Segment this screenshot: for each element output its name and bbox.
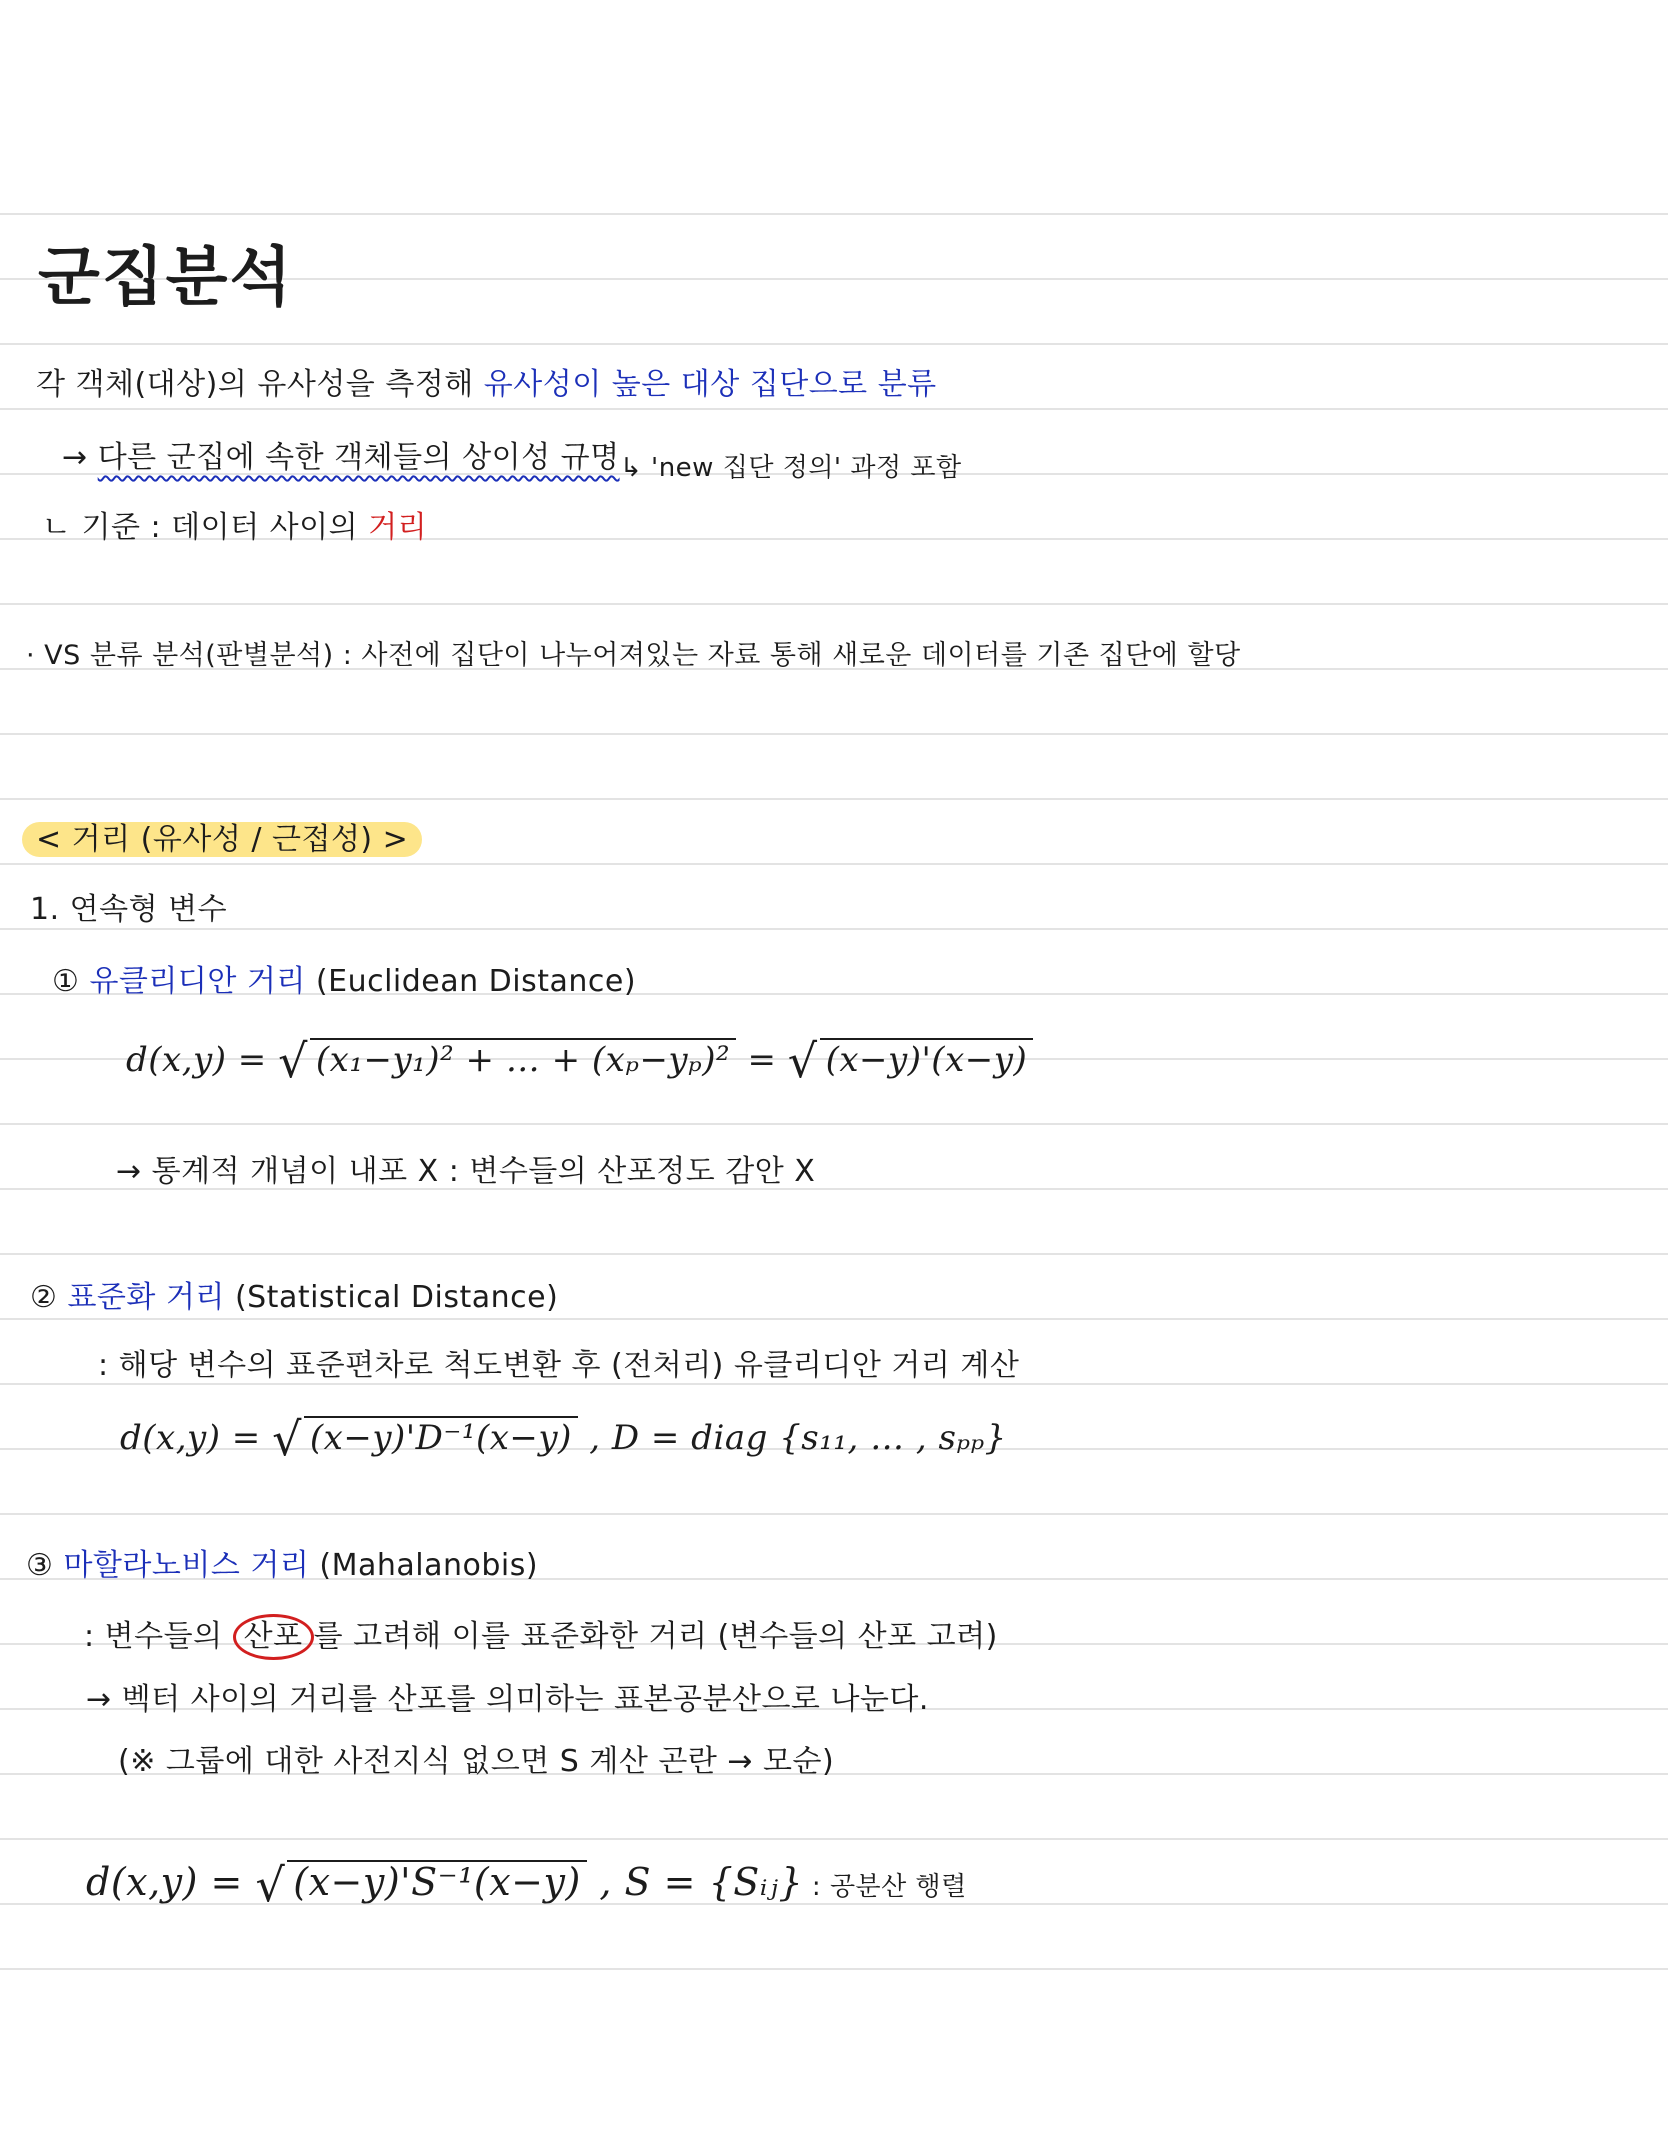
section-heading-highlight: < 거리 (유사성 / 근접성) > [22, 822, 422, 857]
euclid-note: → 통계적 개념이 내포 X : 변수들의 산포정도 감안 X [116, 1154, 816, 1189]
intro-line-1-emphasis: 유사성이 높은 대상 집단으로 분류 [483, 367, 937, 402]
euclid-label-ko: 유클리디안 거리 [89, 964, 306, 999]
euclid-formula-root-1: (x₁−y₁)² + … + (xₚ−yₚ)² [310, 1038, 736, 1080]
mahalanobis-formula [86, 1858, 967, 1912]
sqrt-icon: √ [255, 1858, 286, 1912]
sqrt-icon: √ [272, 1412, 302, 1466]
mahalanobis-heading [26, 1546, 538, 1586]
intro-line-1-text: 각 객체(대상)의 유사성을 측정해 [36, 367, 484, 402]
mahalanobis-formula-note: : 공분산 행렬 [803, 1872, 967, 1902]
intro-line-2-arrow: → [62, 440, 98, 475]
intro-line-3 [42, 508, 427, 548]
statistical-label-ko: 표준화 거리 [67, 1280, 225, 1315]
euclid-formula [126, 1034, 1033, 1088]
euclid-formula-eq: = [736, 1040, 788, 1080]
sqrt-icon: √ [278, 1034, 308, 1088]
intro-line-2-underlined: 다른 군집에 속한 객체들의 상이성 규명 [97, 440, 620, 475]
statistical-heading [30, 1278, 558, 1318]
intro-line-4: · VS 분류 분석(판별분석) : 사전에 집단이 나누어져있는 자료 통해 새로운 데이터를 기존 집단에 할당 [26, 640, 1241, 671]
statistical-formula-rest: , D = diag {s₁₁, … , sₚₚ} [577, 1418, 1007, 1458]
euclid-label-en: (Euclidean Distance) [315, 964, 637, 999]
intro-line-2-note: ↳ 'new 집단 정의' 과정 포함 [620, 453, 962, 483]
mahalanobis-desc-3: (※ 그룹에 대한 사전지식 없으면 S 계산 곤란 → 모순) [118, 1744, 835, 1779]
intro-line-1 [36, 365, 937, 405]
mahalanobis-desc-b: 를 고려해 이를 표준화한 거리 (변수들의 산포 고려) [313, 1619, 998, 1654]
statistical-formula [120, 1412, 1007, 1466]
euclid-heading [52, 962, 636, 1002]
euclid-formula-lhs: d(x,y) = [126, 1040, 279, 1080]
mahalanobis-formula-lhs: d(x,y) = [86, 1860, 256, 1904]
mahalanobis-label-ko: 마할라노비스 거리 [63, 1548, 310, 1583]
mahalanobis-label-en: (Mahalanobis) [319, 1548, 539, 1583]
statistical-number: ② [30, 1280, 58, 1315]
subsection-continuous: 1. 연속형 변수 [30, 892, 228, 927]
section-heading [22, 820, 422, 860]
statistical-formula-root: (x−y)'D⁻¹(x−y) [304, 1416, 578, 1458]
page-title: 군집분석 [38, 241, 294, 315]
intro-line-3-emphasis: 거리 [368, 510, 428, 545]
mahalanobis-formula-rest: , S = {Sᵢⱼ} [586, 1860, 804, 1904]
statistical-label-en: (Statistical Distance) [234, 1280, 559, 1315]
sqrt-icon: √ [787, 1034, 818, 1088]
mahalanobis-formula-root: (x−y)'S⁻¹(x−y) [287, 1860, 587, 1902]
intro-line-2 [62, 438, 620, 478]
euclid-number: ① [52, 964, 80, 999]
mahalanobis-desc [84, 1614, 998, 1660]
statistical-formula-lhs: d(x,y) = [120, 1418, 273, 1458]
mahalanobis-number: ③ [26, 1548, 54, 1583]
mahalanobis-desc-a: : 변수들의 [84, 1619, 233, 1654]
mahalanobis-circled-word: 산포 [233, 1614, 314, 1660]
euclid-formula-root-2: (x−y)'(x−y) [820, 1038, 1034, 1080]
intro-line-3-text: ㄴ 기준 : 데이터 사이의 [42, 510, 369, 545]
mahalanobis-desc-2: → 벡터 사이의 거리를 산포를 의미하는 표본공분산으로 나눈다. [86, 1682, 929, 1717]
statistical-desc: : 해당 변수의 표준편차로 척도변환 후 (전처리) 유클리디안 거리 계산 [98, 1348, 1020, 1383]
